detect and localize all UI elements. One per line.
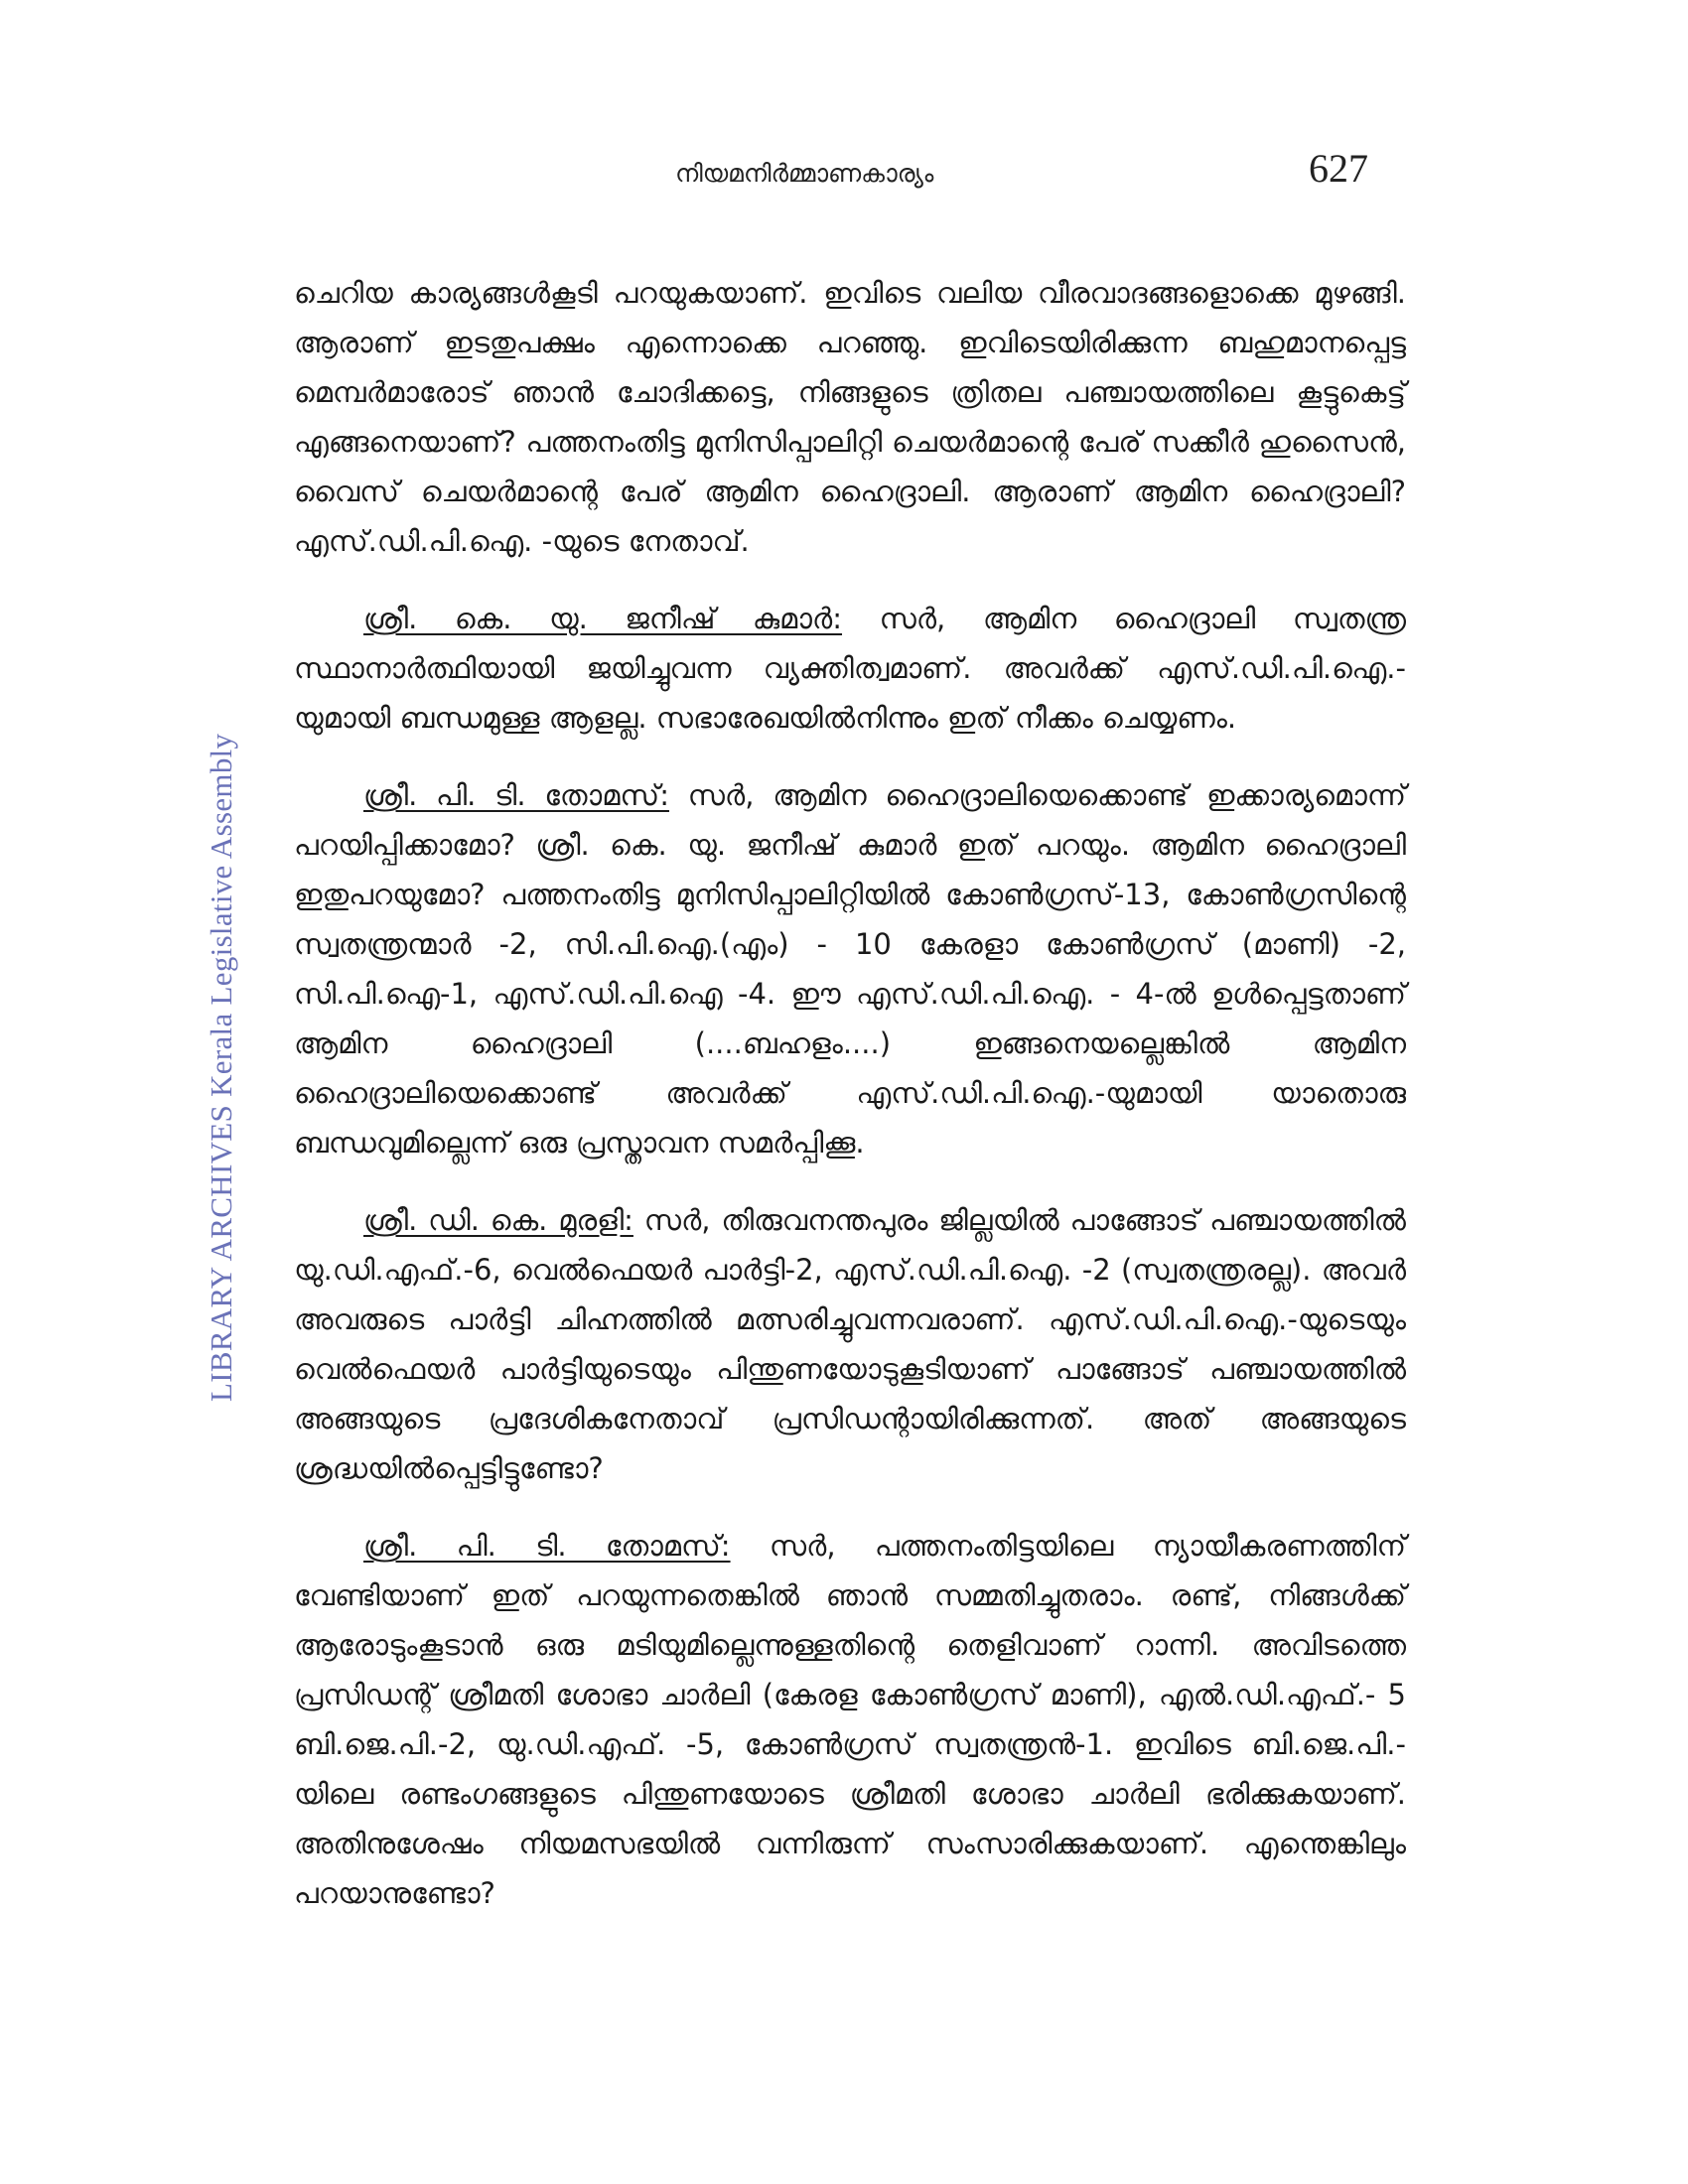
paragraph-speech — [294, 1195, 1406, 1493]
speaker-name: ശ്രീ. കെ. യു. ജനീഷ് കുമാർ: — [363, 602, 843, 635]
paragraph-speech — [294, 1521, 1406, 1918]
speaker-name: ശ്രീ. ഡി. കെ. മുരളി: — [363, 1203, 633, 1237]
speaker-name: ശ്രീ. പി. ടി. തോമസ്: — [363, 778, 669, 812]
archive-watermark: LIBRARY ARCHIVES Kerala Legislative Assembly — [204, 733, 238, 1402]
paragraph-speech — [294, 594, 1406, 743]
paragraph-text: സർ, ആമിന ഹൈദ്രാലിയെക്കൊണ്ട് ഇക്കാര്യമൊന്ന് പറയിപ്പിക്കാമോ? ശ്രീ. കെ. യു. ജനീഷ് കുമാർ ഇത് പറയും. ആമിന ഹൈദ്രാലി ഇതുപറയുമോ? പത്തനംതിട്ട മുനിസിപ്പാലിറ്റിയിൽ കോൺഗ്രസ്-13, കോൺഗ്രസിന്റെ സ്വതന്ത്രന്മാർ -2, സി.പി.ഐ.(എം) - 10 കേരളാ കോൺഗ്രസ് (മാണി) -2, സി.പി.ഐ-1, എസ്.ഡി.പി.ഐ -4. ഈ എസ്.ഡി.പി.ഐ. - 4-ൽ ഉൾപ്പെട്ടതാണ് ആമിന ഹൈദ്രാലി (....ബഹളം....) ഇങ്ങനെയല്ലെങ്കിൽ ആമിന ഹൈദ്രാലിയെക്കൊണ്ട് അവർക്ക് എസ്.ഡി.പി.ഐ.-യുമായി യാതൊരു ബന്ധവുമില്ലെന്ന് ഒരു പ്രസ്താവന സമർപ്പിക്കൂ. — [294, 778, 1406, 1160]
page-number: 627 — [1309, 146, 1368, 191]
paragraph-speech — [294, 770, 1406, 1167]
running-title: നിയമനിർമ്മാണകാര്യം — [675, 159, 934, 188]
body-text — [294, 268, 1406, 1946]
paragraph-continuation — [294, 268, 1406, 566]
paragraph-text: സർ, പത്തനംതിട്ടയിലെ ന്യായീകരണത്തിന് വേണ്ടിയാണ് ഇത് പറയുന്നതെങ്കിൽ ഞാൻ സമ്മതിച്ചുതരാം. രണ്ട്, നിങ്ങൾക്ക് ആരോടുംകൂടാൻ ഒരു മടിയുമില്ലെന്നുള്ളതിന്റെ തെളിവാണ് റാന്നി. അവിടത്തെ പ്രസിഡന്റ് ശ്രീമതി ശോഭാ ചാർലി (കേരള കോൺഗ്രസ് മാണി), എൽ.ഡി.എഫ്.- 5 ബി.ജെ.പി.-2, യു.ഡി.എഫ്. -5, കോൺഗ്രസ് സ്വതന്ത്രൻ-1. ഇവിടെ ബി.ജെ.പി.-യിലെ രണ്ടംഗങ്ങളുടെ പിന്തുണയോടെ ശ്രീമതി ശോഭാ ചാർലി ഭരിക്കുകയാണ്. അതിനുശേഷം നിയമസഭയിൽ വന്നിരുന്ന് സംസാരിക്കുകയാണ്. എന്തെങ്കിലും പറയാനുണ്ടോ? — [294, 1529, 1406, 1910]
paragraph-text: ചെറിയ കാര്യങ്ങൾകൂടി പറയുകയാണ്. ഇവിടെ വലിയ വീരവാദങ്ങളൊക്കെ മുഴങ്ങി. ആരാണ് ഇടതുപക്ഷം എന്നൊക്കെ പറഞ്ഞു. ഇവിടെയിരിക്കുന്ന ബഹുമാനപ്പെട്ട മെമ്പർമാരോട് ഞാൻ ചോദിക്കട്ടെ, നിങ്ങളുടെ ത്രിതല പഞ്ചായത്തിലെ കൂട്ടുകെട്ട് എങ്ങനെയാണ്? പത്തനംതിട്ട മുനിസിപ്പാലിറ്റി ചെയർമാന്റെ പേര് സക്കീർ ഹുസൈൻ, വൈസ് ചെയർമാന്റെ പേര് ആമിന ഹൈദ്രാലി. ആരാണ് ആമിന ഹൈദ്രാലി? എസ്.ഡി.പി.ഐ. -യുടെ നേതാവ്. — [294, 276, 1406, 558]
paragraph-text: സർ, ആമിന ഹൈദ്രാലി സ്വതന്ത്ര സ്ഥാനാർത്ഥിയായി ജയിച്ചുവന്ന വ്യക്തിത്വമാണ്. അവർക്ക് എസ്.ഡി.പി.ഐ.-യുമായി ബന്ധമുള്ള ആളല്ല. സഭാരേഖയിൽനിന്നും ഇത് നീക്കം ചെയ്യണം. — [294, 602, 1406, 735]
paragraph-text: സർ, തിരുവനന്തപുരം ജില്ലയിൽ പാങ്ങോട് പഞ്ചായത്തിൽ യു.ഡി.എഫ്.-6, വെൽഫെയർ പാർട്ടി-2, എസ്.ഡി.പി.ഐ. -2 (സ്വതന്ത്രരല്ല). അവർ അവരുടെ പാർട്ടി ചിഹ്നത്തിൽ മത്സരിച്ചുവന്നവരാണ്. എസ്.ഡി.പി.ഐ.-യുടെയും വെൽഫെയർ പാർട്ടിയുടെയും പിന്തുണയോടുകൂടിയാണ് പാങ്ങോട് പഞ്ചായത്തിൽ അങ്ങയുടെ പ്രദേശികനേതാവ് പ്രസിഡന്റായിരിക്കുന്നത്. അത് അങ്ങയുടെ ശ്രദ്ധയിൽപ്പെട്ടിട്ടുണ്ടോ? — [294, 1203, 1406, 1485]
speaker-name: ശ്രീ. പി. ടി. തോമസ്: — [363, 1529, 731, 1563]
